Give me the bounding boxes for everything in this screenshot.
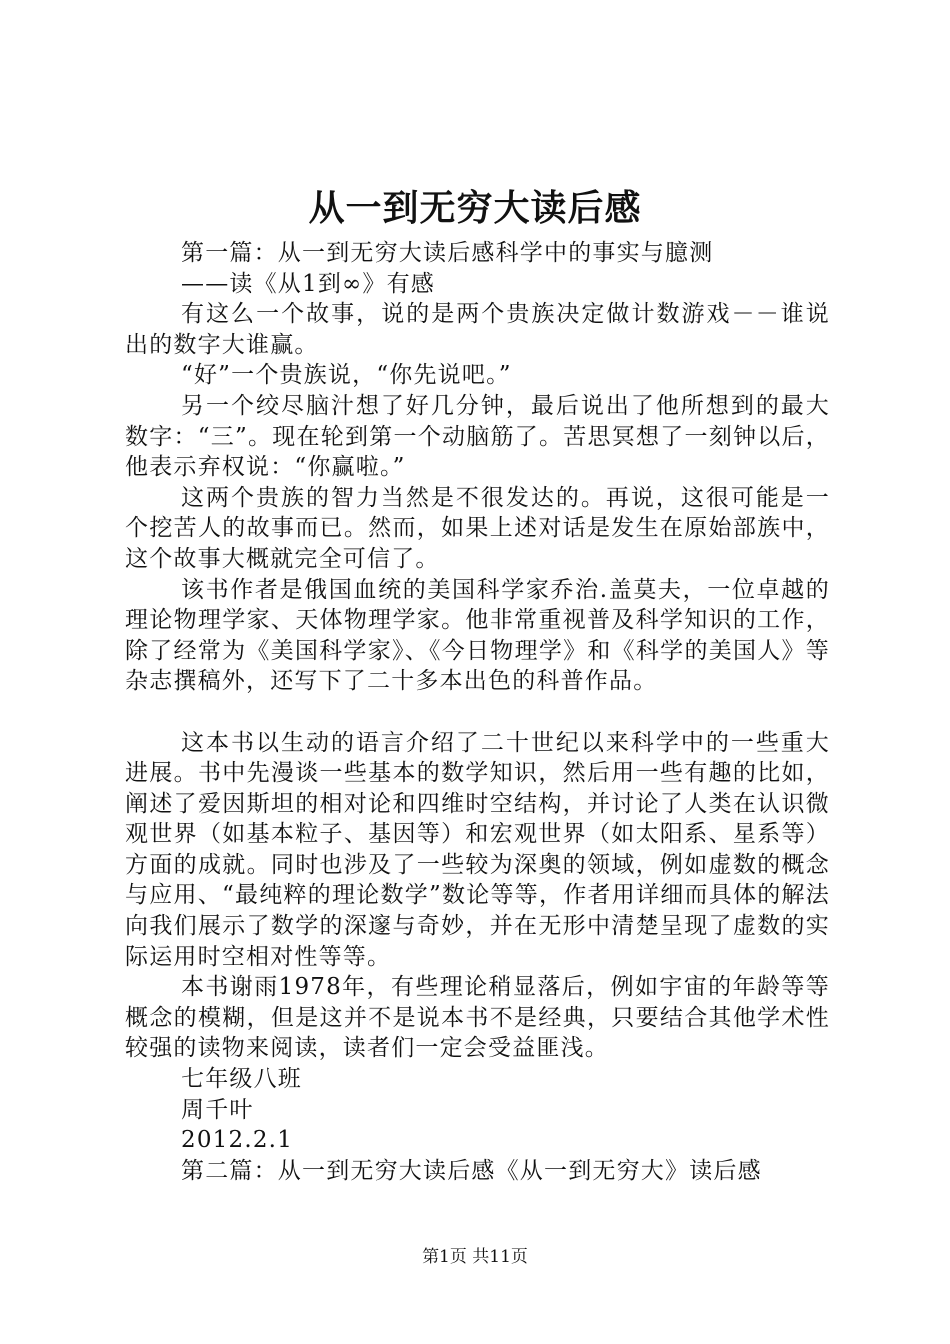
blank-line [125,697,830,728]
paragraph: 这两个贵族的智力当然是不很发达的。再说，这很可能是一个挖苦人的故事而已。然而，如果上述对话是发生在原始部族中，这个故事大概就完全可信了。 [125,484,830,572]
section-heading-2: 第二篇：从一到无穷大读后感《从一到无穷大》读后感 [181,1157,762,1184]
paragraph: 另一个绞尽脑汁想了好几分钟，最后说出了他所想到的最大数字：“三”。现在轮到第一个动脑筋了。苦思冥想了一刻钟以后，他表示弃权说：“你赢啦。” [125,392,830,481]
paragraph: “好”一个贵族说，“你先说吧。” [181,362,512,389]
document-body [125,238,830,1186]
paragraph: 该书作者是俄国血统的美国科学家乔治.盖莫夫，一位卓越的理论物理学家、天体物理学家。他非常重视普及科学知识的工作，除了经常为《美国科学家》、《今日物理学》和《科学的美国人》等杂志撰稿外，还写下了二十多本出色的科普作品。 [125,576,830,695]
subtitle: ——读《从1到∞》有感 [181,270,435,297]
class-line: 七年级八班 [181,1066,302,1093]
paragraph: 这本书以生动的语言介绍了二十世纪以来科学中的一些重大进展。书中先漫谈一些基本的数学知识，然后用一些有趣的比如，阐述了爱因斯坦的相对论和四维时空结构，并讨论了人类在认识微观世界（如基本粒子、基因等）和宏观世界（如太阳系、星系等）方面的成就。同时也涉及了一些较为深奥的领域，例如虚数的概念与应用、“最纯粹的理论数学”数论等等，作者用详细而具体的解法向我们展示了数学的深邃与奇妙，并在无形中清楚呈现了虚数的实际运用时空相对性等等。 [125,729,830,970]
author-line: 周千叶 [181,1096,254,1123]
paragraph: 有这么一个故事，说的是两个贵族决定做计数游戏－－谁说出的数字大谁赢。 [125,301,830,358]
paragraph: 本书谢雨1978年，有些理论稍显落后，例如宇宙的年龄等等概念的模糊，但是这并不是说本书不是经典，只要结合其他学术性较强的读物来阅读，读者们一定会受益匪浅。 [125,974,830,1062]
page-footer: 第1页 共11页 [422,1247,528,1267]
section-heading-1: 第一篇：从一到无穷大读后感科学中的事实与臆测 [181,240,714,266]
document-title: 从一到无穷大读后感 [308,187,642,229]
date-line: 2012.2.1 [181,1127,294,1154]
